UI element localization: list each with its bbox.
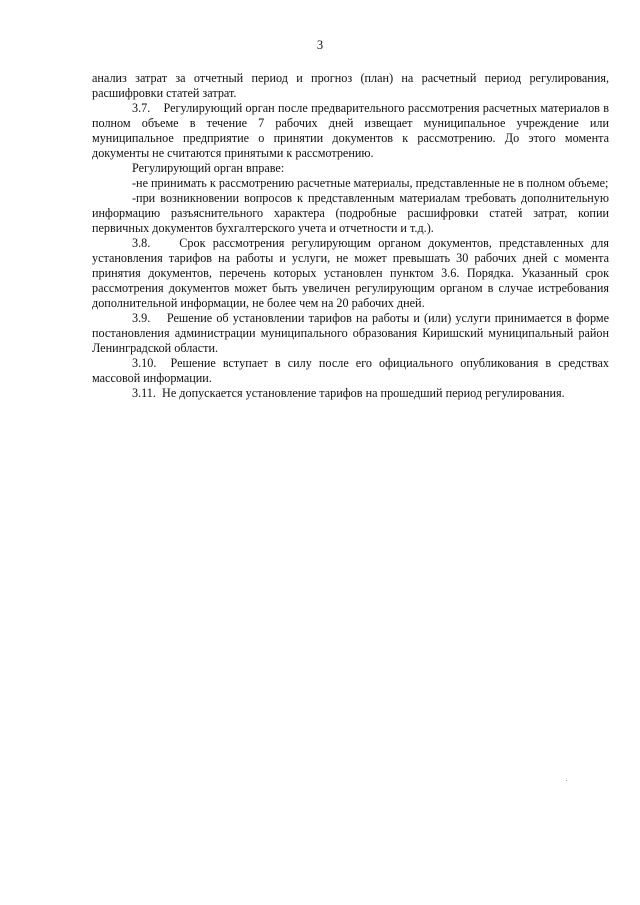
paragraph-continuation: анализ затрат за отчетный период и прогноз (план) на расчетный период регулирования, расшифровки статей затрат. [92, 71, 609, 100]
scan-speck [566, 780, 567, 781]
page-number: 3 [316, 38, 324, 52]
paragraph-3-8: 3.8. Срок рассмотрения регулирующим органом документов, представленных для установления тарифов на работы и услуги, не может превышать 30 рабочих дней с момента принятия документов, перечень которых установлен пунктом 3.6. Порядка. Указанный срок рассмотрения документов может быть увеличен регулирующим органом в случае истребования дополнительной информации, не более чем на 20 рабочих дней. [92, 236, 609, 310]
paragraph-3-10: 3.10. Решение вступает в силу после его официального опубликования в средствах массовой информации. [92, 356, 609, 385]
list-item-reject-materials: -не принимать к рассмотрению расчетные материалы, представленные не в полном объеме; [132, 176, 609, 190]
paragraph-regulator-rights: Регулирующий орган вправе: [132, 161, 285, 175]
paragraph-3-9: 3.9. Решение об установлении тарифов на работы и (или) услуги принимается в форме постановления администрации муниципального образования Киришский муниципальный район Ленинградской области. [92, 311, 609, 355]
paragraph-3-7: 3.7. Регулирующий орган после предварительного рассмотрения расчетных материалов в полном объеме в течение 7 рабочих дней извещает муниципальное учреждение или муниципальное предприятие о принятии документов к рассмотрению. До этого момента документы не считаются принятыми к рассмотрению. [92, 101, 609, 160]
document-body [92, 71, 609, 401]
paragraph-3-11: 3.11. Не допускается установление тарифов на прошедший период регулирования. [132, 386, 565, 400]
list-item-request-information: -при возникновении вопросов к представленным материалам требовать дополнительную информацию разъяснительного характера (подробные расшифровки статей затрат, копии первичных документов бухгалтерского учета и отчетности и т.д.). [92, 191, 609, 235]
